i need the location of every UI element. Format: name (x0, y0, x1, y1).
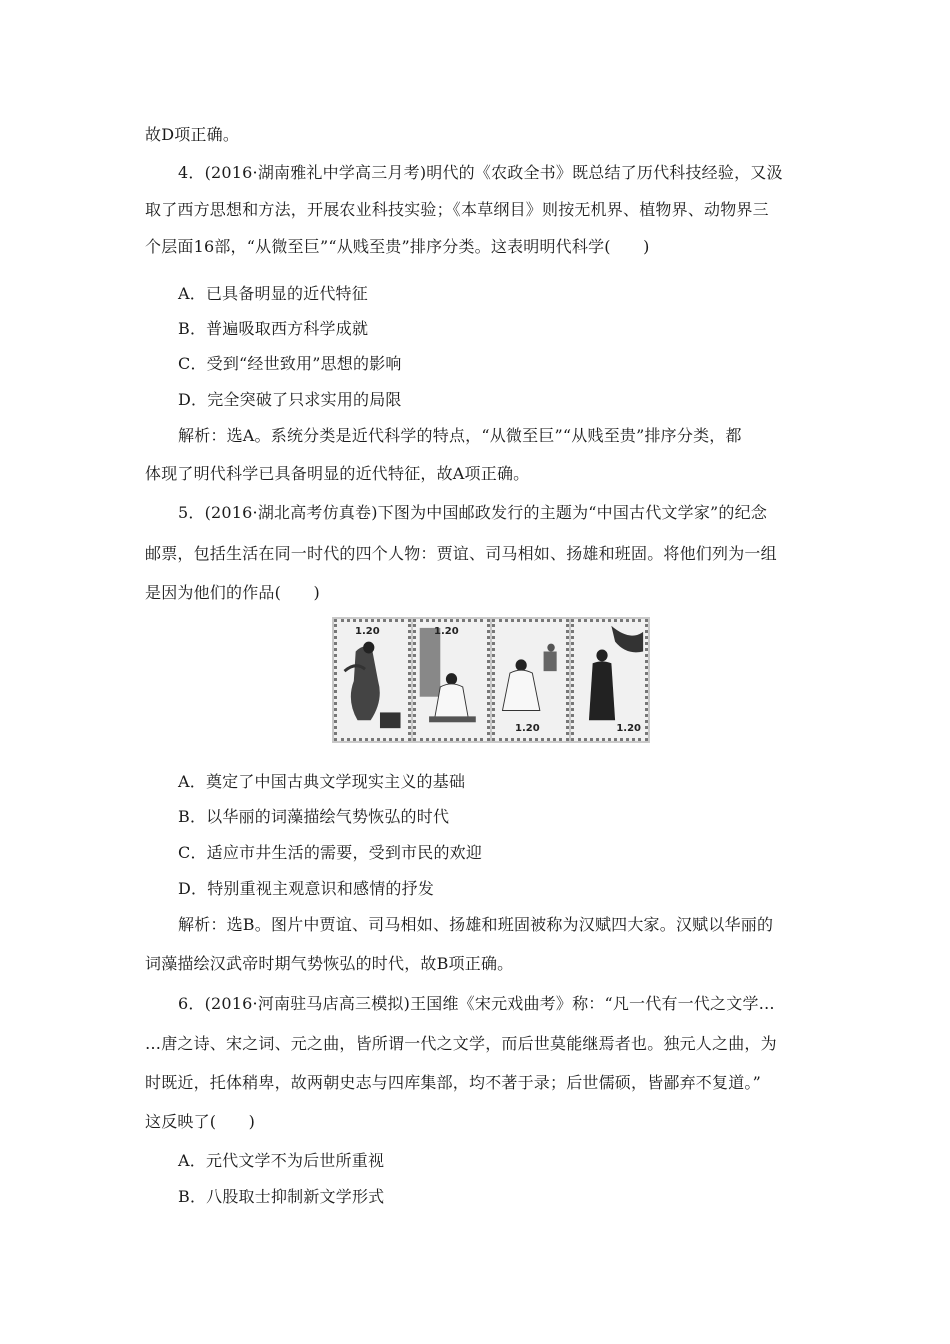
stamp (571, 619, 648, 741)
text-line: 时既近，托体稍卑，故两朝史志与四库集部，均不著于录；后世儒硕，皆鄙弃不复道。” (145, 1073, 761, 1092)
stamp-value: 1.20 (616, 723, 641, 734)
question-4-stem: 4．(2016·湖南雅礼中学高三月考)明代的《农政全书》既总结了历代科技经验，又汲 (178, 163, 783, 182)
stamp-value: 1.20 (355, 626, 380, 637)
question-6-stem: 6．(2016·河南驻马店高三模拟)王国维《宋元戏曲考》称：“凡一代有一代之文学… (178, 994, 775, 1013)
option-a: A．奠定了中国古典文学现实主义的基础 (178, 772, 466, 791)
text-line: 邮票，包括生活在同一时代的四个人物：贾谊、司马相如、扬雄和班固。将他们列为一组 (145, 544, 777, 563)
option-d: D．特别重视主观意识和感情的抒发 (178, 879, 435, 898)
option-b: B．以华丽的词藻描绘气势恢弘的时代 (178, 807, 450, 826)
option-c: C．适应市井生活的需要，受到市民的欢迎 (178, 843, 483, 862)
stamp-value: 1.20 (515, 723, 540, 734)
analysis-5: 解析：选B。图片中贾谊、司马相如、扬雄和班固被称为汉赋四大家。汉赋以华丽的 (178, 915, 774, 934)
option-b: B．普遍吸取西方科学成就 (178, 319, 369, 338)
text-line: 体现了明代科学已具备明显的近代特征，故A项正确。 (145, 464, 530, 483)
option-c: C．受到“经世致用”思想的影响 (178, 354, 402, 373)
analysis-4: 解析：选A。系统分类是近代科学的特点，“从微至巨”“从贱至贵”排序分类，都 (178, 426, 742, 445)
stamp-image (332, 617, 650, 743)
text-line: 是因为他们的作品( ) (145, 583, 320, 602)
option-b: B．八股取士抑制新文学形式 (178, 1187, 385, 1206)
text-line: …唐之诗、宋之词、元之曲，皆所谓一代之文学，而后世莫能继焉者也。独元人之曲，为 (145, 1034, 777, 1053)
stamp (334, 619, 411, 741)
figure-illustration (495, 622, 566, 738)
text-line: 个层面16部，“从微至巨”“从贱至贵”排序分类。这表明明代科学( ) (145, 237, 650, 256)
figure-illustration (337, 622, 408, 738)
question-5-stem: 5．(2016·湖北高考仿真卷)下图为中国邮政发行的主题为“中国古代文学家”的纪念 (178, 503, 768, 522)
text-line: 这反映了( ) (145, 1112, 256, 1131)
option-a: A．元代文学不为后世所重视 (178, 1151, 385, 1170)
text-line: 词藻描绘汉武帝时期气势恢弘的时代，故B项正确。 (145, 954, 514, 973)
text-line: 取了西方思想和方法，开展农业科技实验；《本草纲目》则按无机界、植物界、动物界三 (145, 200, 769, 219)
figure-illustration (574, 622, 645, 738)
stamp (413, 619, 490, 741)
stamp-value: 1.20 (434, 626, 459, 637)
figure-illustration (416, 622, 487, 738)
option-d: D．完全突破了只求实用的局限 (178, 390, 402, 409)
text-line: 故D项正确。 (145, 125, 240, 144)
option-a: A．已具备明显的近代特征 (178, 284, 368, 303)
stamp (492, 619, 569, 741)
